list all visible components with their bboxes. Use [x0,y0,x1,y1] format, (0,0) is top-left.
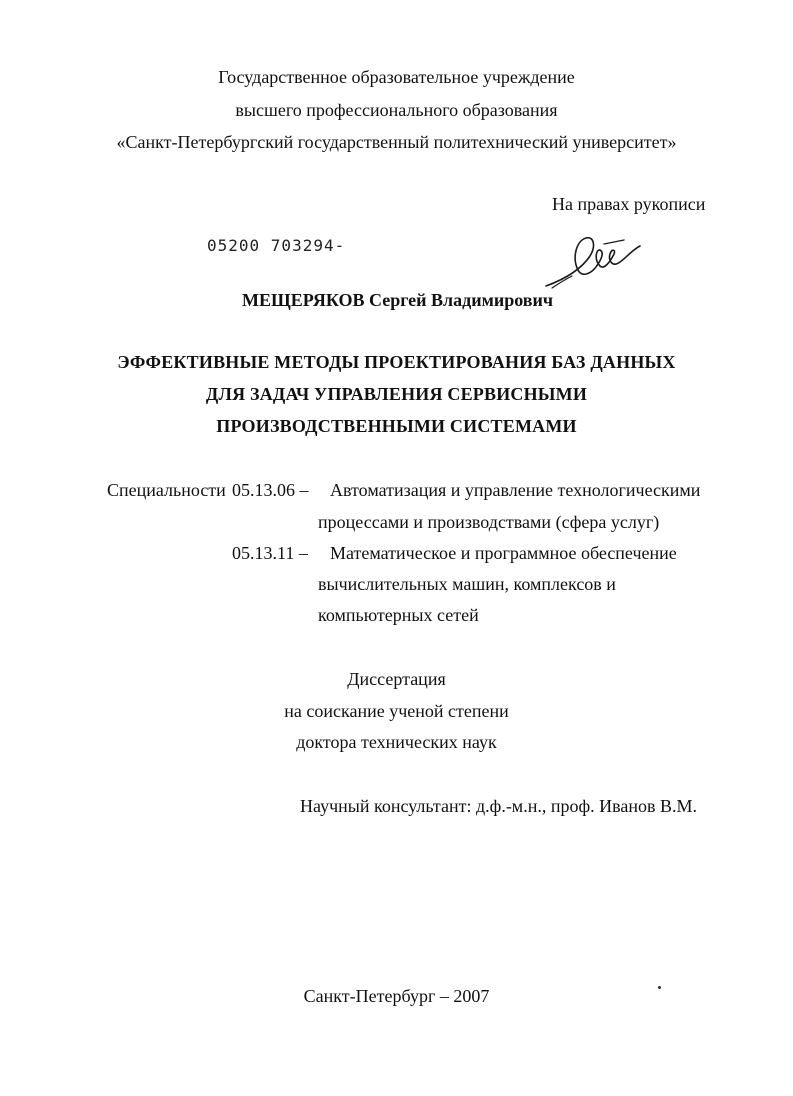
author-given-names: Сергей Владимирович [368,290,554,310]
specialty-code-1 [232,479,309,501]
specialty-1-line-1: Автоматизация и управление технологическими [330,480,701,500]
dissertation-label: Диссертация [347,669,446,689]
institution-line-2: высшего профессионального образования [235,100,558,120]
degree-line-2: доктора технических наук [296,732,497,752]
dissertation-title-line-2: ДЛЯ ЗАДАЧ УПРАВЛЕНИЯ СЕРВИСНЫМИ [205,384,588,404]
specialty-code-2 [232,542,308,564]
manuscript-note: На правах рукописи [552,194,706,214]
institution-line-1: Государственное образовательное учреждение [218,67,575,87]
scientific-consultant: Научный консультант: д.ф.-м.н., проф. Иванов В.М. [300,796,698,816]
dissertation-title-line-3: ПРОИЗВОДСТВЕННЫМИ СИСТЕМАМИ [216,416,577,436]
specialty-code: 05.13.06 [232,480,295,500]
specialties-label: Специальности [107,480,226,500]
scan-speck [658,986,661,989]
specialty-2-line-1: Математическое и программное обеспечение [330,543,677,563]
institution-line-3: «Санкт-Петербургский государственный политехнический университет» [116,132,677,152]
specialty-2-line-2: вычислительных машин, комплексов и [318,574,616,594]
specialty-1-line-2: процессами и производствами (сфера услуг) [318,512,660,532]
specialty-2-line-3: компьютерных сетей [318,605,479,625]
place-and-year: Санкт-Петербург – 2007 [303,986,490,1006]
dissertation-title-line-1: ЭФФЕКТИВНЫЕ МЕТОДЫ ПРОЕКТИРОВАНИЯ БАЗ ДАННЫХ [117,352,676,372]
registration-number: 05200 703294- [207,236,346,255]
author-name [242,289,553,311]
specialty-dash: – [299,480,309,500]
specialty-dash: – [298,543,308,563]
author-surname: МЕЩЕРЯКОВ [242,290,365,310]
specialty-code: 05.13.11 [232,543,295,563]
degree-line-1: на соискание ученой степени [284,701,509,721]
signature-icon [538,228,648,296]
